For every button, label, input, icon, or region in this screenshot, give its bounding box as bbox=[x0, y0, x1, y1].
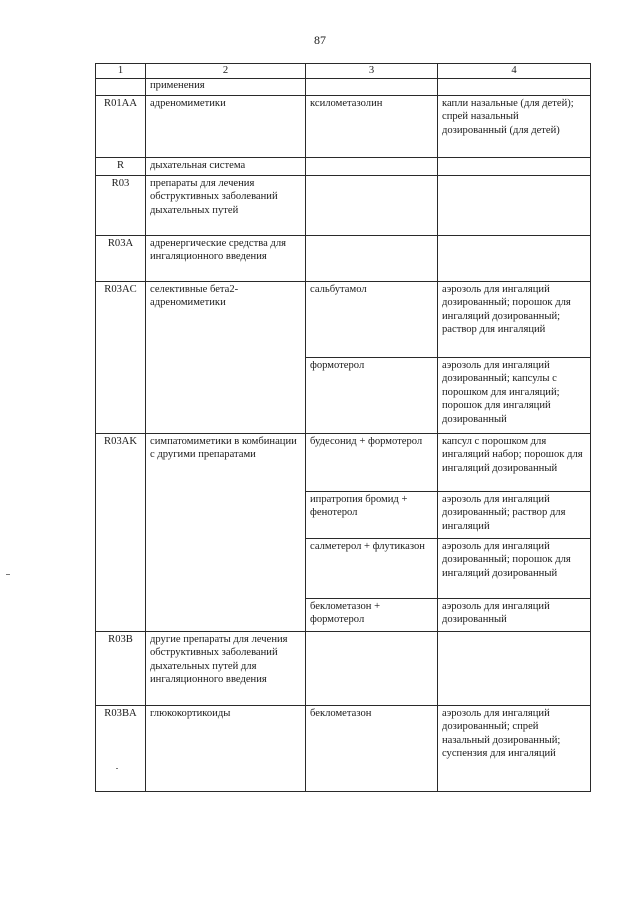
active-substance: беклометазон bbox=[306, 705, 438, 791]
dosage-form: аэрозоль для ингаляций дозированный; порошок для ингаляций дозированный bbox=[438, 538, 591, 598]
column-number-2: 2 bbox=[146, 64, 306, 79]
therapeutic-group: глюкокортикоиды bbox=[146, 705, 306, 791]
therapeutic-group: симпатомиметики в комбинации с другими препаратами bbox=[146, 433, 306, 631]
active-substance: беклометазон + формотерол bbox=[306, 598, 438, 631]
active-substance: салметерол + флутиказон bbox=[306, 538, 438, 598]
dosage-form: аэрозоль для ингаляций дозированный; спрей назальный дозированный; суспензия для ингаляций bbox=[438, 705, 591, 791]
active-substance: ксилометазолин bbox=[306, 95, 438, 157]
table-row bbox=[96, 95, 591, 157]
dosage-form bbox=[438, 631, 591, 705]
active-substance bbox=[306, 79, 438, 96]
table-row bbox=[96, 157, 591, 175]
atc-code: R03A bbox=[96, 235, 146, 281]
dosage-form: капли назальные (для детей); спрей назальный дозированный (для детей) bbox=[438, 95, 591, 157]
active-substance bbox=[306, 235, 438, 281]
therapeutic-group: адреномиметики bbox=[146, 95, 306, 157]
active-substance: будесонид + формотерол bbox=[306, 433, 438, 491]
therapeutic-group: другие препараты для лечения обструктивных заболеваний дыхательных путей для ингаляционного введения bbox=[146, 631, 306, 705]
active-substance: ипратропия бромид + фенотерол bbox=[306, 491, 438, 538]
table-row bbox=[96, 175, 591, 235]
therapeutic-group: препараты для лечения обструктивных заболеваний дыхательных путей bbox=[146, 175, 306, 235]
table-header-row bbox=[96, 64, 591, 79]
therapeutic-group: применения bbox=[146, 79, 306, 96]
table-row bbox=[96, 433, 591, 491]
column-number-1: 1 bbox=[96, 64, 146, 79]
atc-code: R bbox=[96, 157, 146, 175]
active-substance bbox=[306, 631, 438, 705]
medication-classification-table bbox=[95, 63, 591, 792]
atc-code: R03AK bbox=[96, 433, 146, 631]
therapeutic-group: адренергические средства для ингаляционного введения bbox=[146, 235, 306, 281]
page-number: 87 bbox=[314, 33, 326, 47]
dosage-form: аэрозоль для ингаляций дозированный bbox=[438, 598, 591, 631]
atc-code: R01AA bbox=[96, 95, 146, 157]
active-substance bbox=[306, 157, 438, 175]
dosage-form: капсул с порошком для ингаляций набор; порошок для ингаляций дозированный bbox=[438, 433, 591, 491]
scan-mark bbox=[116, 768, 118, 769]
therapeutic-group: дыхательная система bbox=[146, 157, 306, 175]
dosage-form: аэрозоль для ингаляций дозированный; порошок для ингаляций дозированный; раствор для ингаляций bbox=[438, 281, 591, 357]
table-row bbox=[96, 235, 591, 281]
dosage-form bbox=[438, 175, 591, 235]
active-substance: сальбутамол bbox=[306, 281, 438, 357]
column-number-3: 3 bbox=[306, 64, 438, 79]
therapeutic-group: селективные бета2-адреномиметики bbox=[146, 281, 306, 433]
table-row bbox=[96, 281, 591, 357]
atc-code: R03 bbox=[96, 175, 146, 235]
atc-code bbox=[96, 79, 146, 96]
dosage-form bbox=[438, 235, 591, 281]
atc-code: R03BA bbox=[96, 705, 146, 791]
atc-code: R03AC bbox=[96, 281, 146, 433]
dosage-form bbox=[438, 79, 591, 96]
dosage-form: аэрозоль для ингаляций дозированный; раствор для ингаляций bbox=[438, 491, 591, 538]
table-row bbox=[96, 631, 591, 705]
atc-code: R03B bbox=[96, 631, 146, 705]
table-row bbox=[96, 705, 591, 791]
dosage-form bbox=[438, 157, 591, 175]
table-row bbox=[96, 79, 591, 96]
active-substance: формотерол bbox=[306, 357, 438, 433]
column-number-4: 4 bbox=[438, 64, 591, 79]
scan-mark bbox=[6, 574, 10, 575]
dosage-form: аэрозоль для ингаляций дозированный; капсулы с порошком для ингаляций; порошок для ингаляций дозированный bbox=[438, 357, 591, 433]
active-substance bbox=[306, 175, 438, 235]
